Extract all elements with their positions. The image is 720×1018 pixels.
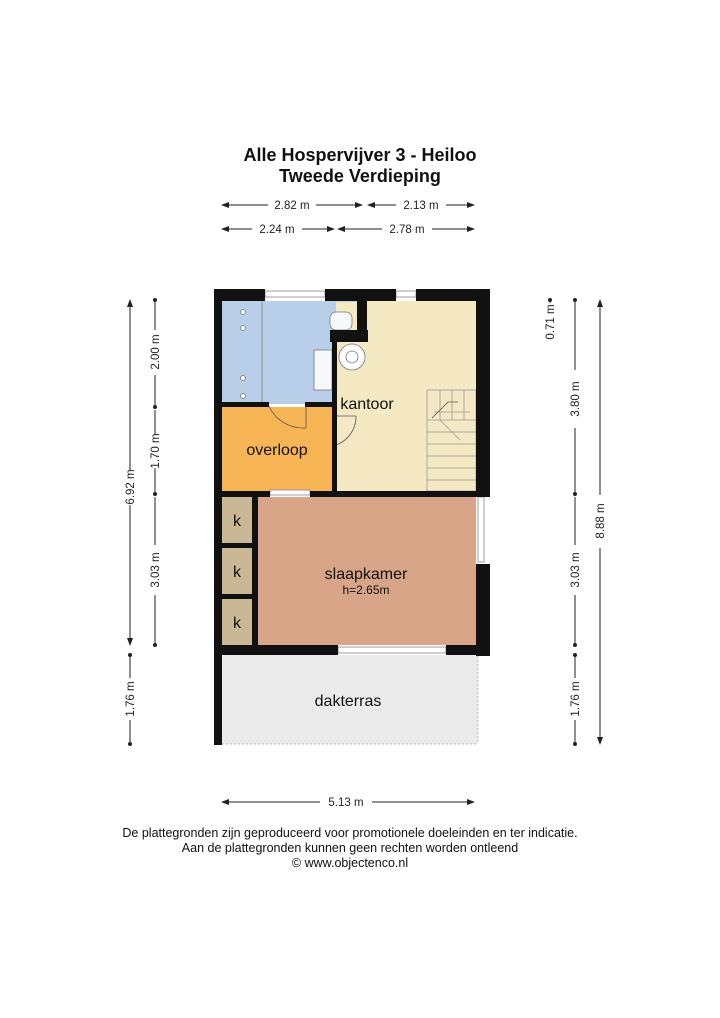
room-label-slaapkamer: slaapkamer — [324, 566, 408, 583]
room-height-slaapkamer: h=2.65m — [342, 583, 390, 597]
dim-top-1-left: 2.82 m — [274, 200, 310, 212]
dim-left-c: 3.03 m — [150, 552, 162, 588]
dim-left-total: 6.92 m — [125, 469, 137, 505]
room-label-kantoor: kantoor — [340, 396, 394, 413]
room-label-storage-3: k — [233, 615, 241, 632]
dim-right-b: 3.80 m — [570, 381, 582, 417]
plan-title: Alle Hospervijver 3 - Heiloo — [243, 145, 477, 165]
room-label-storage-2: k — [233, 564, 241, 581]
dim-bottom: 5.13 m — [328, 797, 364, 809]
dim-left-a: 2.00 m — [150, 334, 162, 370]
room-label-storage-1: k — [233, 513, 241, 530]
dim-right-c: 3.03 m — [570, 552, 582, 588]
room-label-overloop: overloop — [246, 442, 308, 459]
disclaimer-line-1: De plattegronden zijn geproduceerd voor promotionele doeleinden en ter indicatie. — [122, 826, 578, 840]
dim-top-2-left: 2.24 m — [259, 224, 295, 236]
dim-right-d: 1.76 m — [570, 681, 582, 717]
dim-top-1-right: 2.13 m — [403, 200, 439, 212]
room-label-dakterras: dakterras — [314, 693, 382, 710]
dim-left-b: 1.70 m — [150, 433, 162, 469]
disclaimer-line-2: Aan de plattegronden kunnen geen rechten worden ontleend — [181, 841, 519, 855]
dim-right-a: 0.71 m — [545, 304, 557, 340]
dim-top-2-right: 2.78 m — [389, 224, 425, 236]
dim-right-total: 8.88 m — [595, 503, 607, 539]
copyright-line: © www.objectenco.nl — [291, 856, 409, 870]
dim-left-d: 1.76 m — [125, 681, 137, 717]
plan-subtitle: Tweede Verdieping — [279, 166, 441, 186]
